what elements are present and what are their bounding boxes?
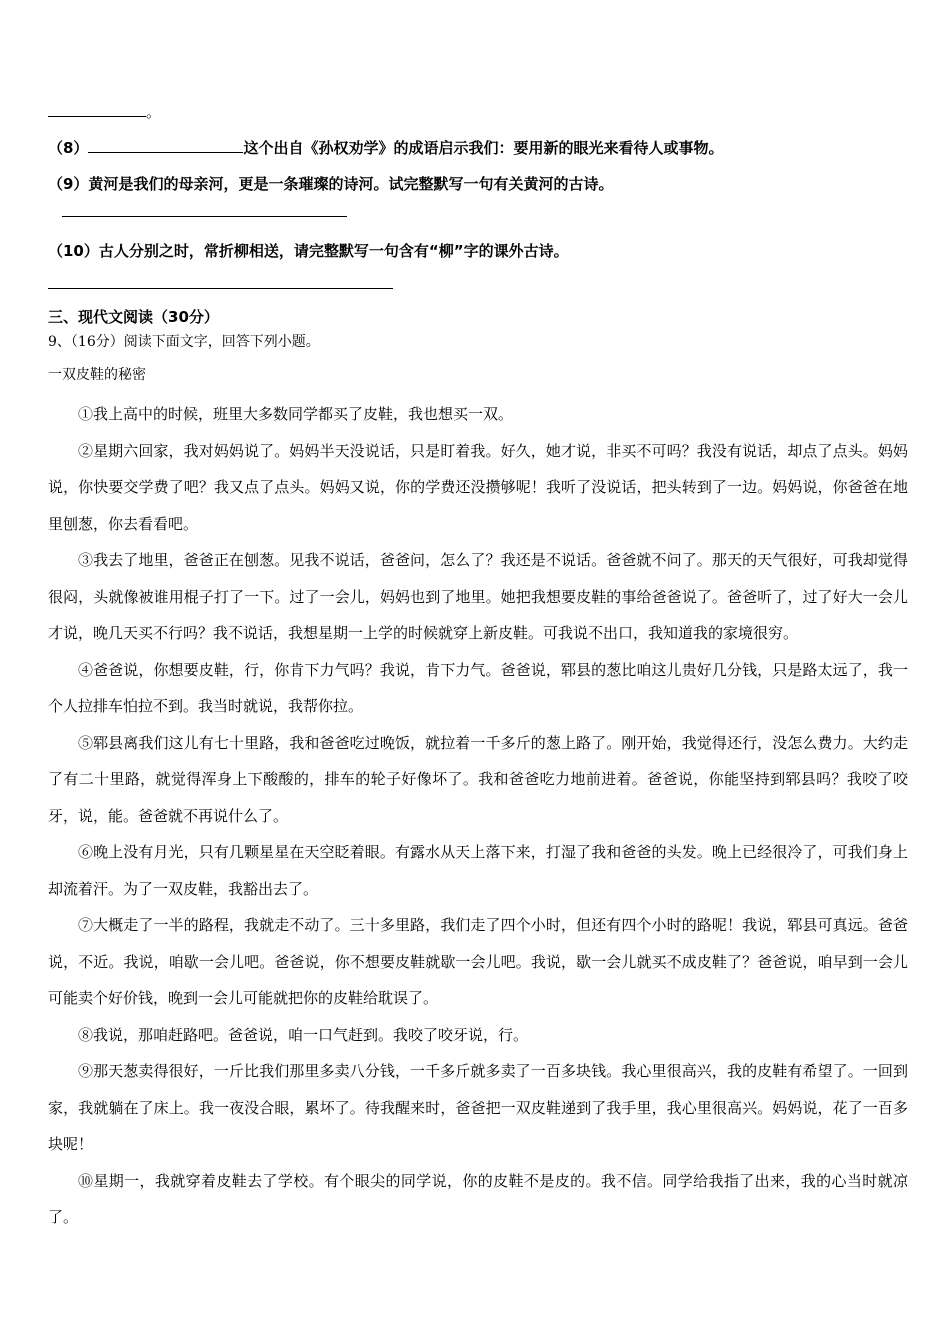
story-paragraph: ⑦大概走了一半的路程，我就走不动了。三十多里路，我们走了四个小时，但还有四个小时的路呢！我说，郓县可真远。爸爸说，不近。我说，咱歇一会儿吧。爸爸说，你不想要皮鞋就歇一会儿吧。我说，歇一会儿就买不成皮鞋了？爸爸说，咱早到一会儿可能卖个好价钱，晚到一会儿可能就把你的皮鞋给耽误了。: [48, 916, 908, 1007]
q8-label: （8）: [48, 139, 89, 157]
question-10: （10）古人分别之时，常折柳相送，请完整默写一句含有“柳”字的课外古诗。: [48, 242, 569, 260]
q8-text: 这个出自《孙权劝学》的成语启示我们：要用新的眼光来看待人或事物。: [243, 139, 724, 157]
story-paragraph: ⑨那天葱卖得很好，一斤比我们那里多卖八分钱，一千多斤就多卖了一百多块钱。我心里很高兴，我的皮鞋有希望了。一回到家，我就躺在了床上。我一夜没合眼，累坏了。待我醒来时，爸爸把一双皮鞋递到了我手里，我心里很高兴。妈妈说，花了一百多块呢！: [48, 1062, 908, 1153]
story-title: 一双皮鞋的秘密: [48, 367, 146, 383]
story-paragraph: ⑥晚上没有月光，只有几颗星星在天空眨着眼。有露水从天上落下来，打湿了我和爸爸的头发。晚上已经很冷了，可我们身上却流着汗。为了一双皮鞋，我豁出去了。: [48, 843, 908, 898]
story-paragraph: ④爸爸说，你想要皮鞋，行，你肯下力气吗？我说，肯下力气。爸爸说，郓县的葱比咱这儿贵好几分钱，只是路太远了，我一个人拉排车怕拉不到。我当时就说，我帮你拉。: [48, 660, 908, 715]
answer-line[interactable]: [48, 278, 393, 289]
question-8: [48, 137, 723, 158]
story-paragraph: ⑩星期一，我就穿着皮鞋去了学校。有个眼尖的同学说，你的皮鞋不是皮的。我不信。同学给我指了出来，我的心当时就凉了。: [48, 1171, 908, 1226]
story-body: [48, 396, 908, 1236]
q7-answer-line: [48, 101, 161, 122]
answer-line[interactable]: [62, 206, 347, 217]
answer-blank[interactable]: [88, 138, 243, 153]
q7-end: 。: [146, 103, 162, 121]
answer-blank[interactable]: [48, 102, 146, 117]
story-paragraph: ②星期六回家，我对妈妈说了。妈妈半天没说话，只是盯着我。好久，她才说，非买不可吗？我没有说话，却点了点头。妈妈说，你快要交学费了吧？我又点了点头。妈妈又说，你的学费还没攒够呢！我听了没说话，把头转到了一边。妈妈说，你爸爸在地里刨葱，你去看看吧。: [48, 441, 908, 533]
story-paragraph: ⑧我说，那咱赶路吧。爸爸说，咱一口气赶到。我咬了咬牙说，行。: [78, 1025, 529, 1044]
reading-question-intro: 9、（16分）阅读下面文字，回答下列小题。: [48, 334, 320, 350]
section-heading: 三、现代文阅读（30分）: [48, 308, 219, 326]
story-paragraph: ⑤郓县离我们这儿有七十里路，我和爸爸吃过晚饭，就拉着一千多斤的葱上路了。刚开始，我觉得还行，没怎么费力。大约走了有二十里路，就觉得浑身上下酸酸的，排车的轮子好像坏了。我和爸爸吃力地前进着。爸爸说，你能坚持到郓县吗？我咬了咬牙，说，能。爸爸就不再说什么了。: [48, 733, 908, 825]
story-paragraph: ①我上高中的时候，班里大多数同学都买了皮鞋，我也想买一双。: [78, 405, 514, 423]
story-paragraph: ③我去了地里，爸爸正在刨葱。见我不说话，爸爸问，怎么了？我还是不说话。爸爸就不问了。那天的天气很好，可我却觉得很闷，头就像被谁用棍子打了一下。过了一会儿，妈妈也到了地里。她把我想要皮鞋的事给爸爸说了。爸爸听了，过了好大一会儿才说，晚几天买不行吗？我不说话，我想星期一上学的时候就穿上新皮鞋。可我说不出口，我知道我的家境很穷。: [48, 551, 908, 642]
question-9: （9）黄河是我们的母亲河，更是一条璀璨的诗河。试完整默写一句有关黄河的古诗。: [48, 175, 614, 193]
